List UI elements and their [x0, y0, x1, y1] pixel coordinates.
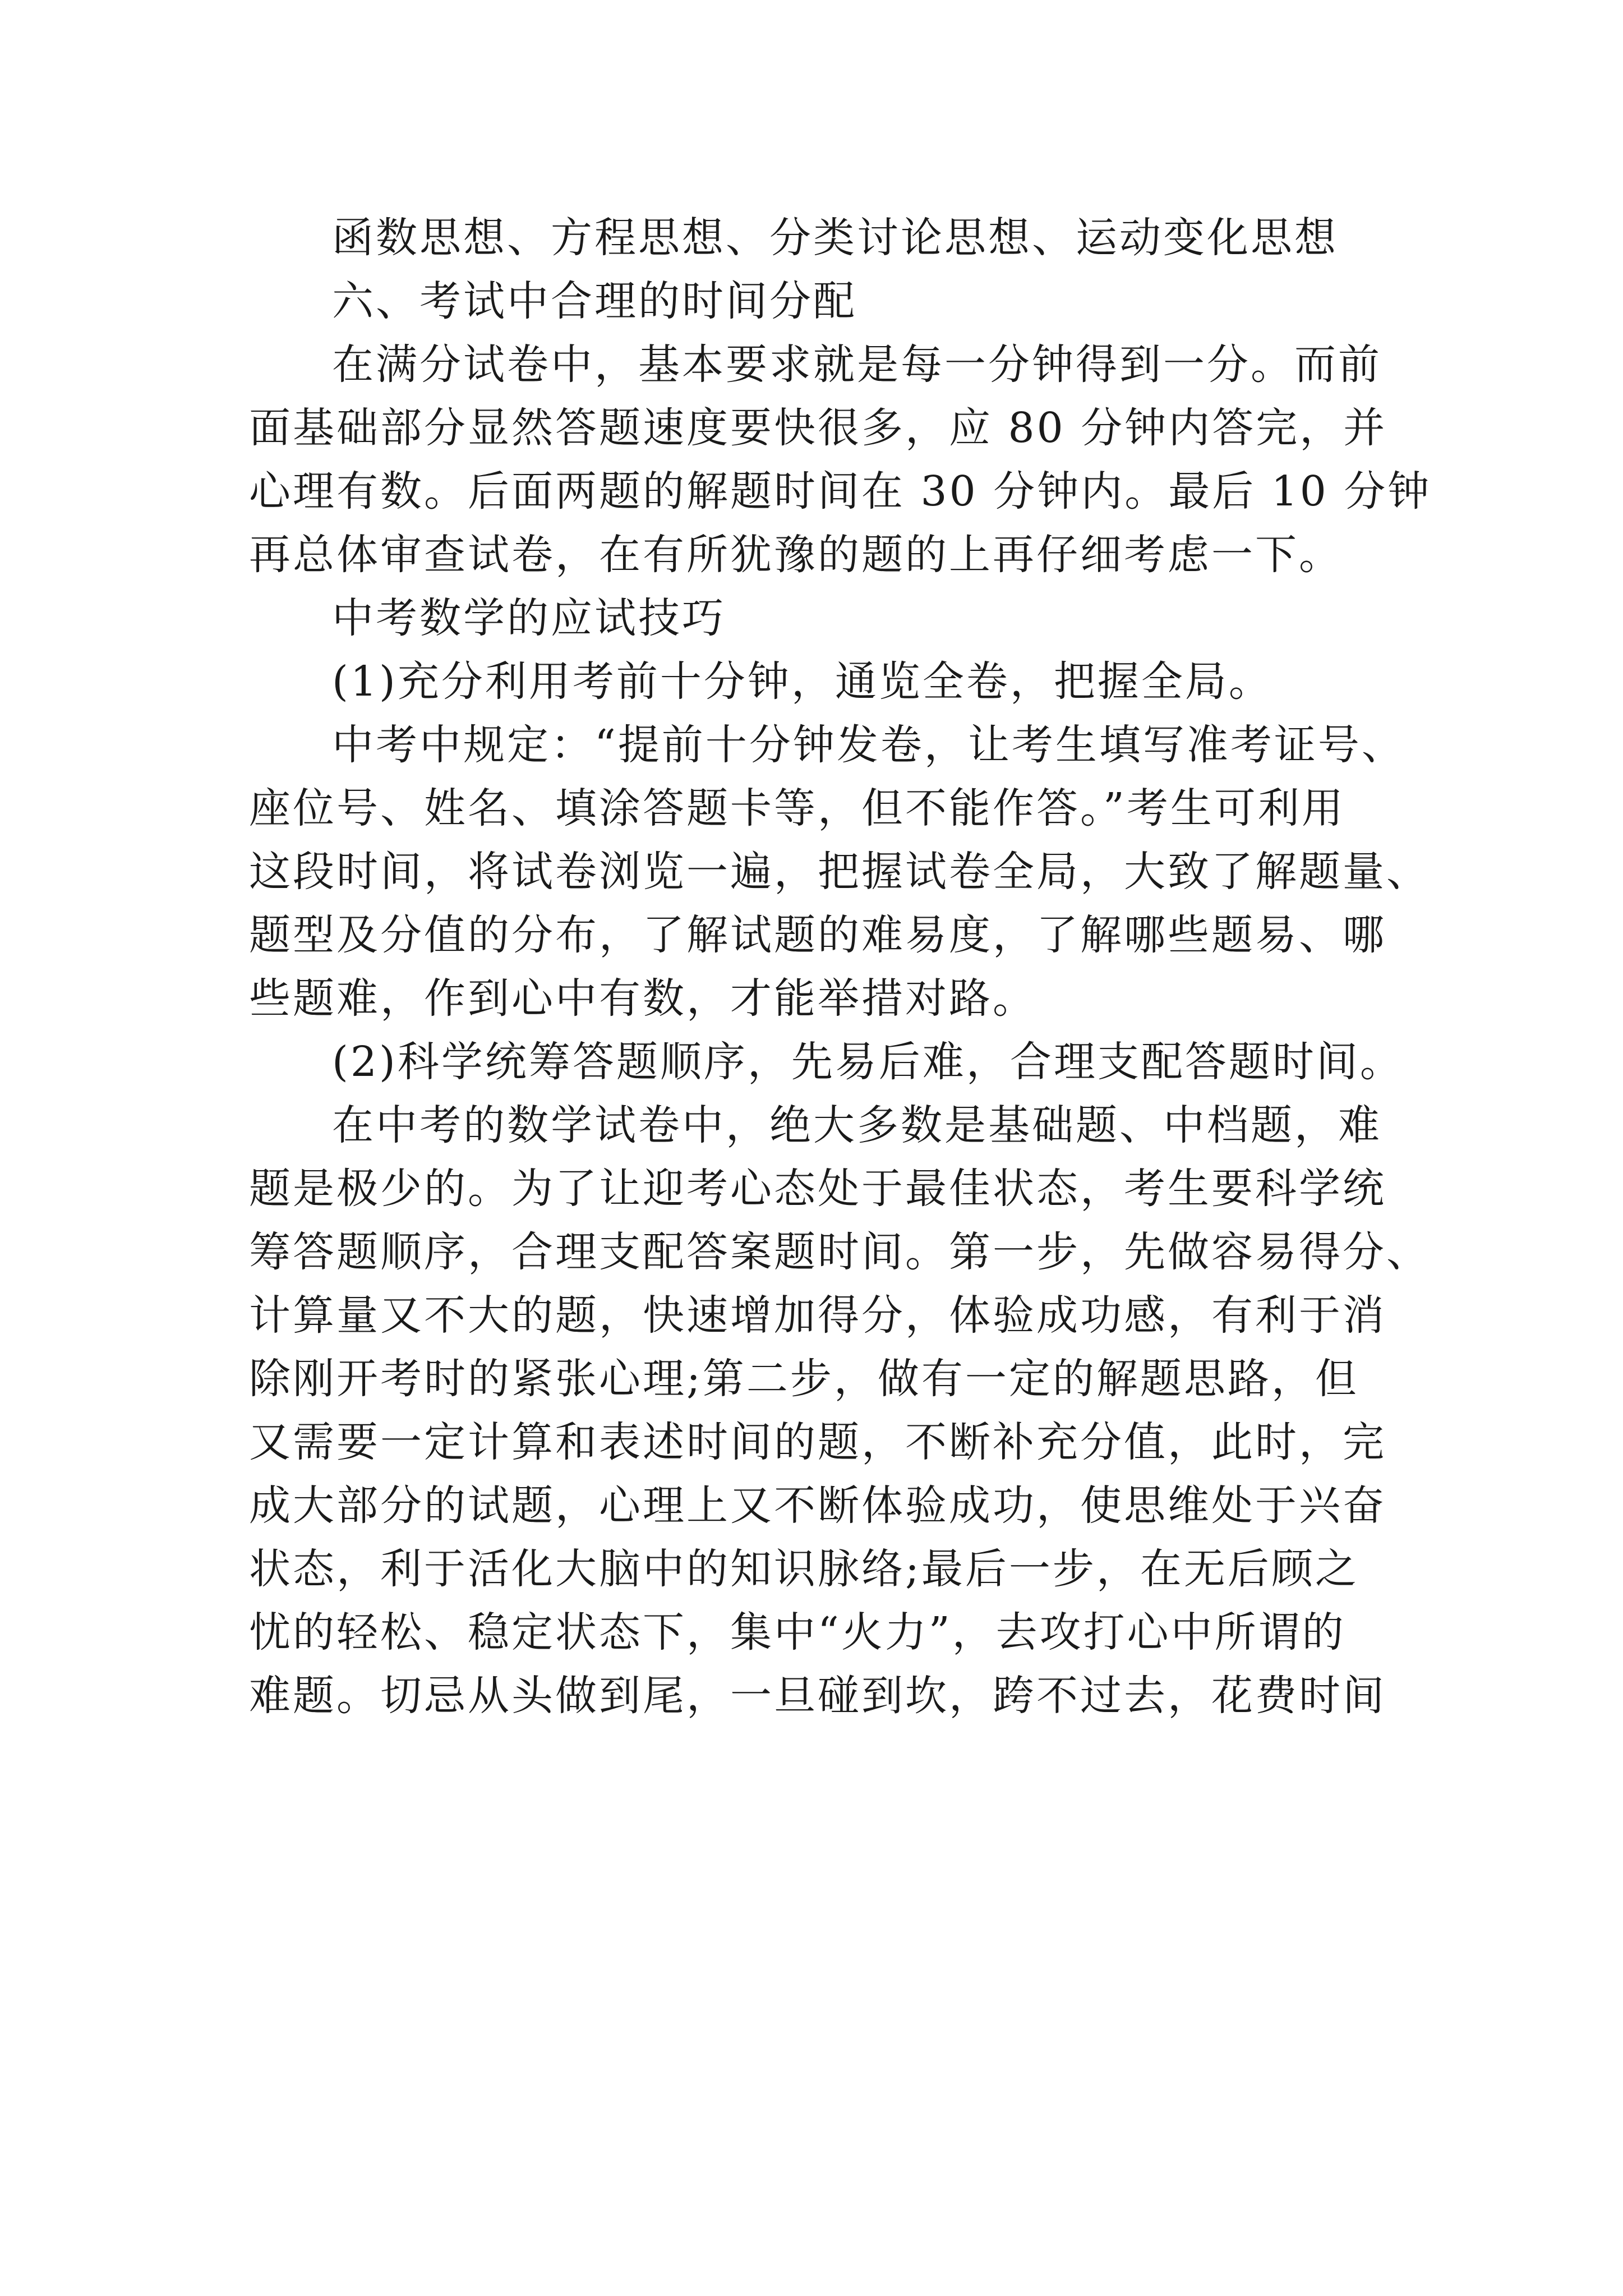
paragraph-thinking-methods: [249, 206, 1427, 270]
paragraph-time-allocation: [249, 333, 1432, 587]
text-line: 再总体审查试卷，在有所犹豫的题的上再仔细考虑一下。: [249, 531, 1343, 579]
text-line: 成大部分的试题，心理上又不断体验成功，使思维处于兴奋: [249, 1481, 1386, 1530]
text-line: 中考数学的应试技巧: [332, 594, 726, 642]
text-line: 题是极少的。为了让迎考心态处于最佳状态，考生要科学统: [249, 1165, 1386, 1213]
paragraph-tip-1: [249, 714, 1430, 1030]
text-line: 在中考的数学试卷中，绝大多数是基础题、中档题，难: [332, 1101, 1382, 1149]
document-body: [249, 206, 1432, 1728]
text-line: (2)科学统筹答题顺序，先易后难，合理支配答题时间。: [332, 1038, 1404, 1086]
text-line: 状态，利于活化大脑中的知识脉络;最后一步，在无后顾之: [249, 1545, 1359, 1593]
text-line: 心理有数。后面两题的解题时间在 30 分钟内。最后 10 分钟: [249, 467, 1432, 516]
text-line: 筹答题顺序，合理支配答案题时间。第一步，先做容易得分、: [249, 1228, 1430, 1276]
paragraph-tip-2: [249, 1094, 1430, 1728]
text-line: 题型及分值的分布，了解试题的难易度，了解哪些题易、哪: [249, 911, 1386, 959]
text-line: 在满分试卷中，基本要求就是每一分钟得到一分。而前: [332, 341, 1382, 389]
text-line: 座位号、姓名、填涂答题卡等，但不能作答。”考生可利用: [249, 784, 1345, 832]
text-line: 忧的轻松、稳定状态下，集中“火力”，去攻打心中所谓的: [249, 1608, 1346, 1657]
text-line: 函数思想、方程思想、分类讨论思想、运动变化思想: [332, 214, 1338, 262]
text-line: 面基础部分显然答题速度要快很多，应 80 分钟内答完，并: [249, 404, 1387, 452]
text-line: 除刚开考时的紧张心理;第二步，做有一定的解题思路，但: [249, 1355, 1359, 1403]
heading-time-allocation: [249, 270, 1427, 333]
text-line: 六、考试中合理的时间分配: [332, 277, 857, 325]
heading-exam-tips: [249, 587, 1427, 650]
text-line: 些题难，作到心中有数，才能举措对路。: [249, 974, 1036, 1023]
text-line: (1)充分利用考前十分钟，通览全卷，把握全局。: [332, 657, 1272, 706]
text-line: 难题。切忌从头做到尾，一旦碰到坎，跨不过去，花费时间: [249, 1672, 1386, 1720]
text-line: 又需要一定计算和表述时间的题，不断补充分值，此时，完: [249, 1418, 1386, 1466]
text-line: 中考中规定：“提前十分钟发卷，让考生填写准考证号、: [332, 721, 1405, 769]
text-line: 这段时间，将试卷浏览一遍，把握试卷全局，大致了解题量、: [249, 848, 1430, 896]
subheading-tip-1: [249, 650, 1427, 714]
text-line: 计算量又不大的题，快速增加得分，体验成功感，有利于消: [249, 1291, 1386, 1340]
subheading-tip-2: [249, 1030, 1427, 1094]
